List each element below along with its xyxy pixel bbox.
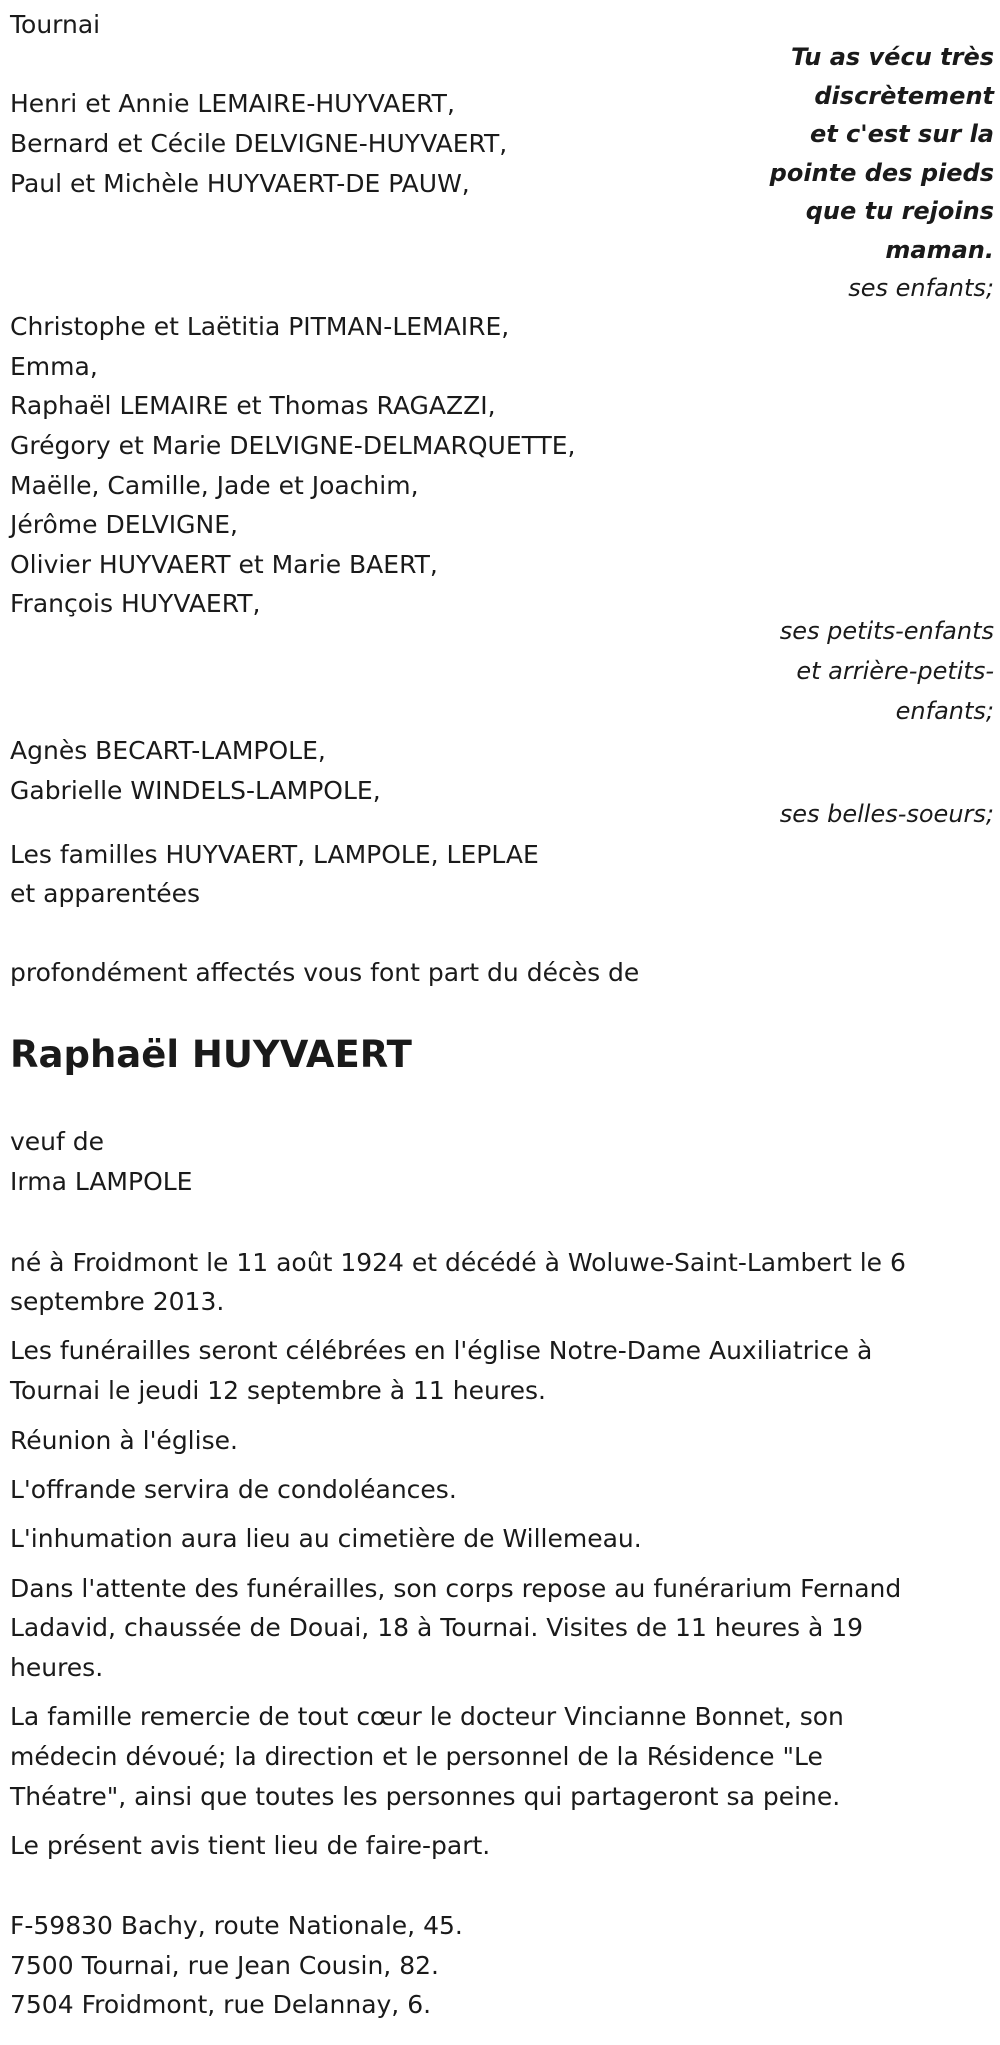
deceased-name: Raphaël HUYVAERT: [10, 1033, 412, 1076]
viewing-line: Dans l'attente des funérailles, son corps repose au funérarium Fernand: [10, 1574, 902, 1603]
birth-death-line: septembre 2013.: [10, 1287, 225, 1316]
quote-line: Tu as vécu très: [790, 43, 994, 71]
families-line: et apparentées: [10, 879, 201, 908]
family-member: Henri et Annie LEMAIRE-HUYVAERT,: [10, 89, 455, 118]
city-header: Tournai: [10, 10, 101, 39]
family-member: Christophe et Laëtitia PITMAN-LEMAIRE,: [10, 312, 510, 341]
role-line: enfants;: [895, 697, 994, 725]
family-member: Grégory et Marie DELVIGNE-DELMARQUETTE,: [10, 431, 576, 460]
thanks-line: La famille remercie de tout cœur le docteur Vincianne Bonnet, son: [10, 1702, 844, 1731]
notice-line: Le présent avis tient lieu de faire-part.: [10, 1831, 491, 1860]
family-member: Raphaël LEMAIRE et Thomas RAGAZZI,: [10, 391, 496, 420]
children-role: ses enfants;: [848, 274, 994, 302]
quote-line: pointe des pieds: [769, 159, 994, 187]
birth-death-line: né à Froidmont le 11 août 1924 et décédé à Woluwe-Saint-Lambert le 6: [10, 1248, 906, 1277]
meeting-line: Réunion à l'église.: [10, 1426, 238, 1455]
family-member: Olivier HUYVAERT et Marie BAERT,: [10, 550, 438, 579]
quote-line: maman.: [885, 236, 994, 264]
family-member: Paul et Michèle HUYVAERT-DE PAUW,: [10, 169, 470, 198]
family-member: Gabrielle WINDELS-LAMPOLE,: [10, 776, 381, 805]
family-member: Agnès BECART-LAMPOLE,: [10, 736, 326, 765]
thanks-line: médecin dévoué; la direction et le personnel de la Résidence "Le: [10, 1742, 823, 1771]
quote-line: discrètement: [814, 82, 994, 110]
family-member: Bernard et Cécile DELVIGNE-HUYVAERT,: [10, 129, 508, 158]
family-member: Maëlle, Camille, Jade et Joachim,: [10, 471, 419, 500]
funeral-line: Tournai le jeudi 12 septembre à 11 heures.: [10, 1376, 546, 1405]
role-line: et arrière-petits-: [796, 657, 994, 685]
burial-line: L'inhumation aura lieu au cimetière de Willemeau.: [10, 1524, 642, 1553]
family-member: Emma,: [10, 352, 98, 381]
quote-line: et c'est sur la: [809, 120, 994, 148]
family-member: Jérôme DELVIGNE,: [10, 510, 238, 539]
family-member: François HUYVAERT,: [10, 589, 261, 618]
spouse-name: Irma LAMPOLE: [10, 1167, 193, 1196]
thanks-line: Théatre", ainsi que toutes les personnes qui partageront sa peine.: [10, 1782, 841, 1811]
offering-line: L'offrande servira de condoléances.: [10, 1475, 457, 1504]
sisters-in-law-role: ses belles-soeurs;: [779, 800, 994, 828]
viewing-line: Ladavid, chaussée de Douai, 18 à Tournai. Visites de 11 heures à 19: [10, 1613, 864, 1642]
address-line: 7500 Tournai, rue Jean Cousin, 82.: [10, 1951, 439, 1980]
address-line: F-59830 Bachy, route Nationale, 45.: [10, 1911, 463, 1940]
announcement: profondément affectés vous font part du décès de: [10, 958, 640, 987]
viewing-line: heures.: [10, 1653, 104, 1682]
address-line: 7504 Froidmont, rue Delannay, 6.: [10, 1990, 432, 2019]
widow-label: veuf de: [10, 1127, 105, 1156]
quote-line: que tu rejoins: [805, 197, 994, 225]
role-line: ses petits-enfants: [779, 617, 994, 645]
funeral-line: Les funérailles seront célébrées en l'église Notre-Dame Auxiliatrice à: [10, 1336, 873, 1365]
families-line: Les familles HUYVAERT, LAMPOLE, LEPLAE: [10, 840, 539, 869]
